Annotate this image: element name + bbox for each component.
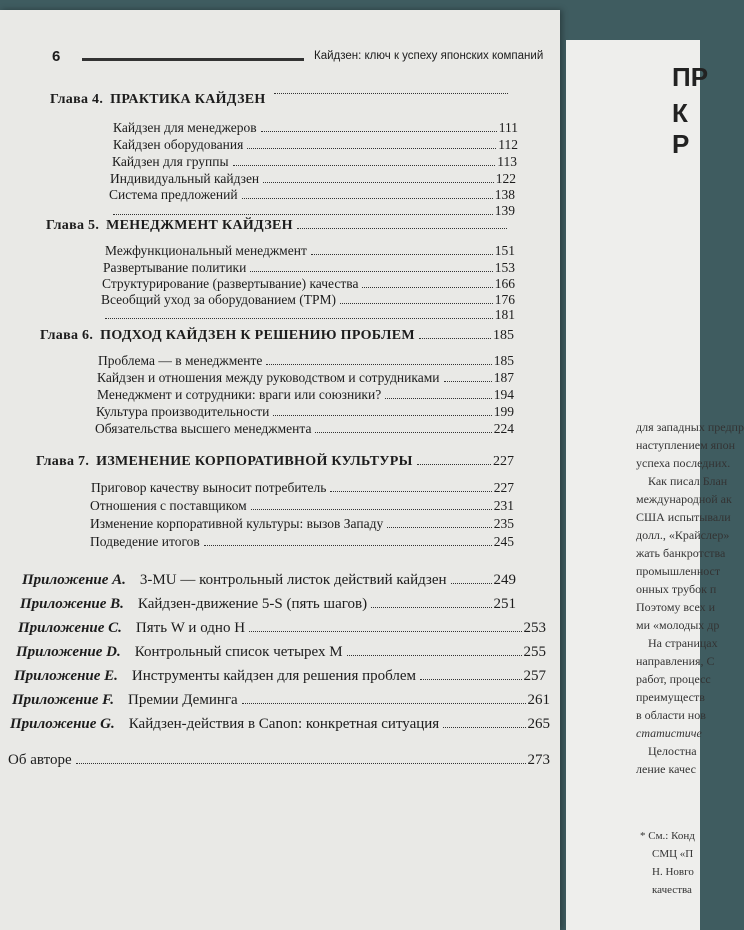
toc-entry: Обязательства высшего менеджмента 224 [95, 421, 514, 436]
toc-entry: Кайдзен и отношения между руководством и сотрудниками 187 [97, 370, 514, 385]
appendix-entry: Приложение E. Инструменты кайдзен для решения проблем 257 [14, 668, 546, 684]
toc-entry: Отношения с поставщиком 231 [90, 498, 514, 513]
toc-entry: Кайдзен оборудования 112 [113, 137, 518, 152]
chapter-title: МЕНЕДЖМЕНТ КАЙДЗЕН [106, 218, 293, 233]
toc-entry: Кайдзен для группы 113 [112, 154, 517, 169]
appendix-entry: Приложение B. Кайдзен-движение 5-S (пять шагов) 251 [20, 596, 516, 612]
page-number: 6 [52, 48, 61, 65]
appendix-entry: Приложение D. Контрольный список четырех M 255 [16, 644, 546, 660]
toc-entry: Структурирование (развертывание) качества 166 [102, 276, 515, 291]
appendix-entry: Приложение G. Кайдзен-действия в Canon: конкретная ситуация 265 [10, 716, 550, 732]
toc-entry: Индивидуальный кайдзен 122 [110, 171, 516, 186]
page-header [52, 48, 542, 68]
right-page-heading: ПР [672, 62, 709, 92]
toc-entry: 181 [101, 307, 515, 323]
running-title: Кайдзен: ключ к успеху японских компаний [314, 50, 544, 62]
chapter-label: Глава 5. [46, 218, 100, 233]
toc-entry: Менеджмент и сотрудники: враги или союзники? 194 [97, 387, 514, 402]
toc-entry: 139 [109, 203, 515, 219]
book-page-right: ПР К Р для западных предпр наступлением япон успеха последних. Как писал Блан международной ак США испытывали долл., «Крайслер» жать банкротства промышленност онных трубок п Поэтому всех и ми «молодых др На страницах направления, С работ, процесс преимуществ в области нов статистиче Целостна ление качес * См.: Конд СМЦ «П Н. Новго качества [566, 40, 700, 930]
appendix-entry: Приложение A. 3-MU — контрольный листок действий кайдзен 249 [22, 572, 516, 588]
right-page-heading: К Р [672, 98, 690, 159]
chapter-leader [270, 92, 510, 97]
toc-entry: Кайдзен для менеджеров 111 [113, 120, 518, 135]
toc-entry: Подведение итогов 245 [90, 534, 514, 549]
toc-entry: Культура производительности 199 [96, 404, 514, 419]
chapter-title: ПРАКТИКА КАЙДЗЕН [110, 92, 266, 107]
toc-entry: Всеобщий уход за оборудованием (ТРМ) 176 [101, 292, 515, 307]
chapter-label: Глава 4. [50, 92, 104, 107]
chapter-heading [50, 92, 268, 108]
header-rule [82, 58, 304, 61]
toc-entry: Межфункциональный менеджмент 151 [105, 243, 515, 258]
toc-entry: Развертывание политики 153 [103, 260, 515, 275]
chapter-heading [46, 218, 514, 234]
toc-entry: Система предложений 138 [109, 187, 515, 202]
chapter-heading: Глава 7. ИЗМЕНЕНИЕ КОРПОРАТИВНОЙ КУЛЬТУРЫ 227 [36, 454, 514, 469]
appendix-entry: Приложение F. Премии Деминга 261 [12, 692, 550, 708]
toc-entry: Изменение корпоративной культуры: вызов Западу 235 [90, 516, 514, 531]
toc-entry: Приговор качеству выносит потребитель 227 [91, 480, 514, 495]
about-author-entry: Об авторе 273 [8, 752, 550, 768]
appendix-entry: Приложение C. Пять W и одно H 253 [18, 620, 546, 636]
toc-entry: Проблема — в менеджменте 185 [98, 353, 514, 368]
book-page-left [0, 10, 560, 930]
chapter-heading: Глава 6. ПОДХОД КАЙДЗЕН К РЕШЕНИЮ ПРОБЛЕМ 185 [40, 328, 514, 343]
